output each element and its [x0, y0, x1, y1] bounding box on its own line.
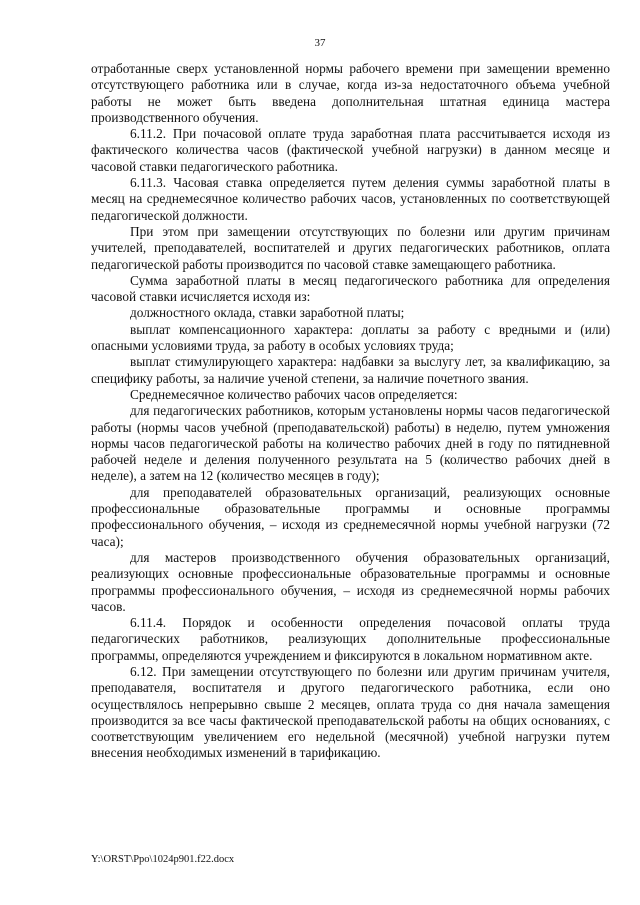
list-item-official-salary: должностного оклада, ставки заработной платы;	[130, 305, 405, 321]
list-item-pedagogical-workers: для педагогических работников, которым установлены нормы часов педагогической работы (нормы часов учебной (преподавательской) работы) в неделю, путем умножения нормы часов педагогической работы на количество рабочих дней в году по пятидневной рабочей неделе и деления полученного результата на 5 (количество рабочих дней в неделе), а затем на 12 (количество месяцев в году);	[91, 403, 610, 484]
paragraph-6-11-2: 6.11.2. При почасовой оплате труда заработная плата рассчитывается исходя из фактического количества часов (фактической учебной нагрузки) в данном месяце и часовой ставки педагогического работника.	[91, 126, 610, 174]
list-item-incentive-payments: выплат стимулирующего характера: надбавки за выслугу лет, за квалификацию, за специфику работы, за наличие ученой степени, за наличие почетного звания.	[91, 354, 610, 386]
list-item-teachers: для преподавателей образовательных организаций, реализующих основные профессиональные образовательные программы и основные программы профессионального обучения, – исходя из среднемесячной нормы учебной нагрузки (72 часа);	[91, 484, 610, 549]
paragraph-average-hours: Среднемесячное количество рабочих часов определяется:	[130, 386, 458, 402]
page-number: 37	[314, 37, 326, 49]
paragraph-6-12: 6.12. При замещении отсутствующего по болезни или другим причинам учителя, преподавателя, воспитателя и другого педагогического работника, если оно осуществлялось непрерывно свыше 2 месяцев, оплата труда со дня начала замещения производится за все часы фактической преподавательской работы на общих основаниях, с соответствующим увеличением его недельной (месячной) учебной нагрузки путем внесения необходимых изменений в тарификацию.	[91, 663, 610, 761]
list-item-masters: для мастеров производственного обучения образовательных организаций, реализующих основные профессиональные образовательные программы и основные программы профессионального обучения, – исходя из среднемесячной нормы рабочих часов.	[91, 549, 610, 614]
list-item-compensation-payments: выплат компенсационного характера: доплаты за работу с вредными и (или) опасными условиями труда, за работу в особых условиях труда;	[91, 321, 610, 354]
paragraph-6-11-3: 6.11.3. Часовая ставка определяется путем деления суммы заработной платы в месяц на среднемесячное количество рабочих часов, установленных по соответствующей педагогической должности.	[91, 175, 610, 223]
paragraph-6-11-4: 6.11.4. Порядок и особенности определения почасовой оплаты труда педагогических работников, реализующих дополнительные профессиональные программы, определяются учреждением и фиксируются в локальном нормативном акте.	[91, 615, 610, 663]
paragraph-substitution-rate: При этом при замещении отсутствующих по болезни или другим причинам учителей, преподавателей, воспитателей и других педагогических работников, оплата педагогической работы производится по часовой ставке замещающего работника.	[91, 223, 610, 272]
paragraph-continuation: отработанные сверх установленной нормы рабочего времени при замещении временно отсутствующего работника или в случае, когда из-за недостаточного объема учебной работы не может быть введена дополнительная штатная единица мастера производственного обучения.	[91, 61, 610, 125]
file-path-footer: Y:\ORST\Ppo\1024p901.f22.docx	[91, 854, 235, 865]
paragraph-salary-sum: Сумма заработной платы в месяц педагогического работника для определения часовой ставки исчисляется исходя из:	[91, 272, 610, 305]
document-body	[91, 61, 610, 762]
